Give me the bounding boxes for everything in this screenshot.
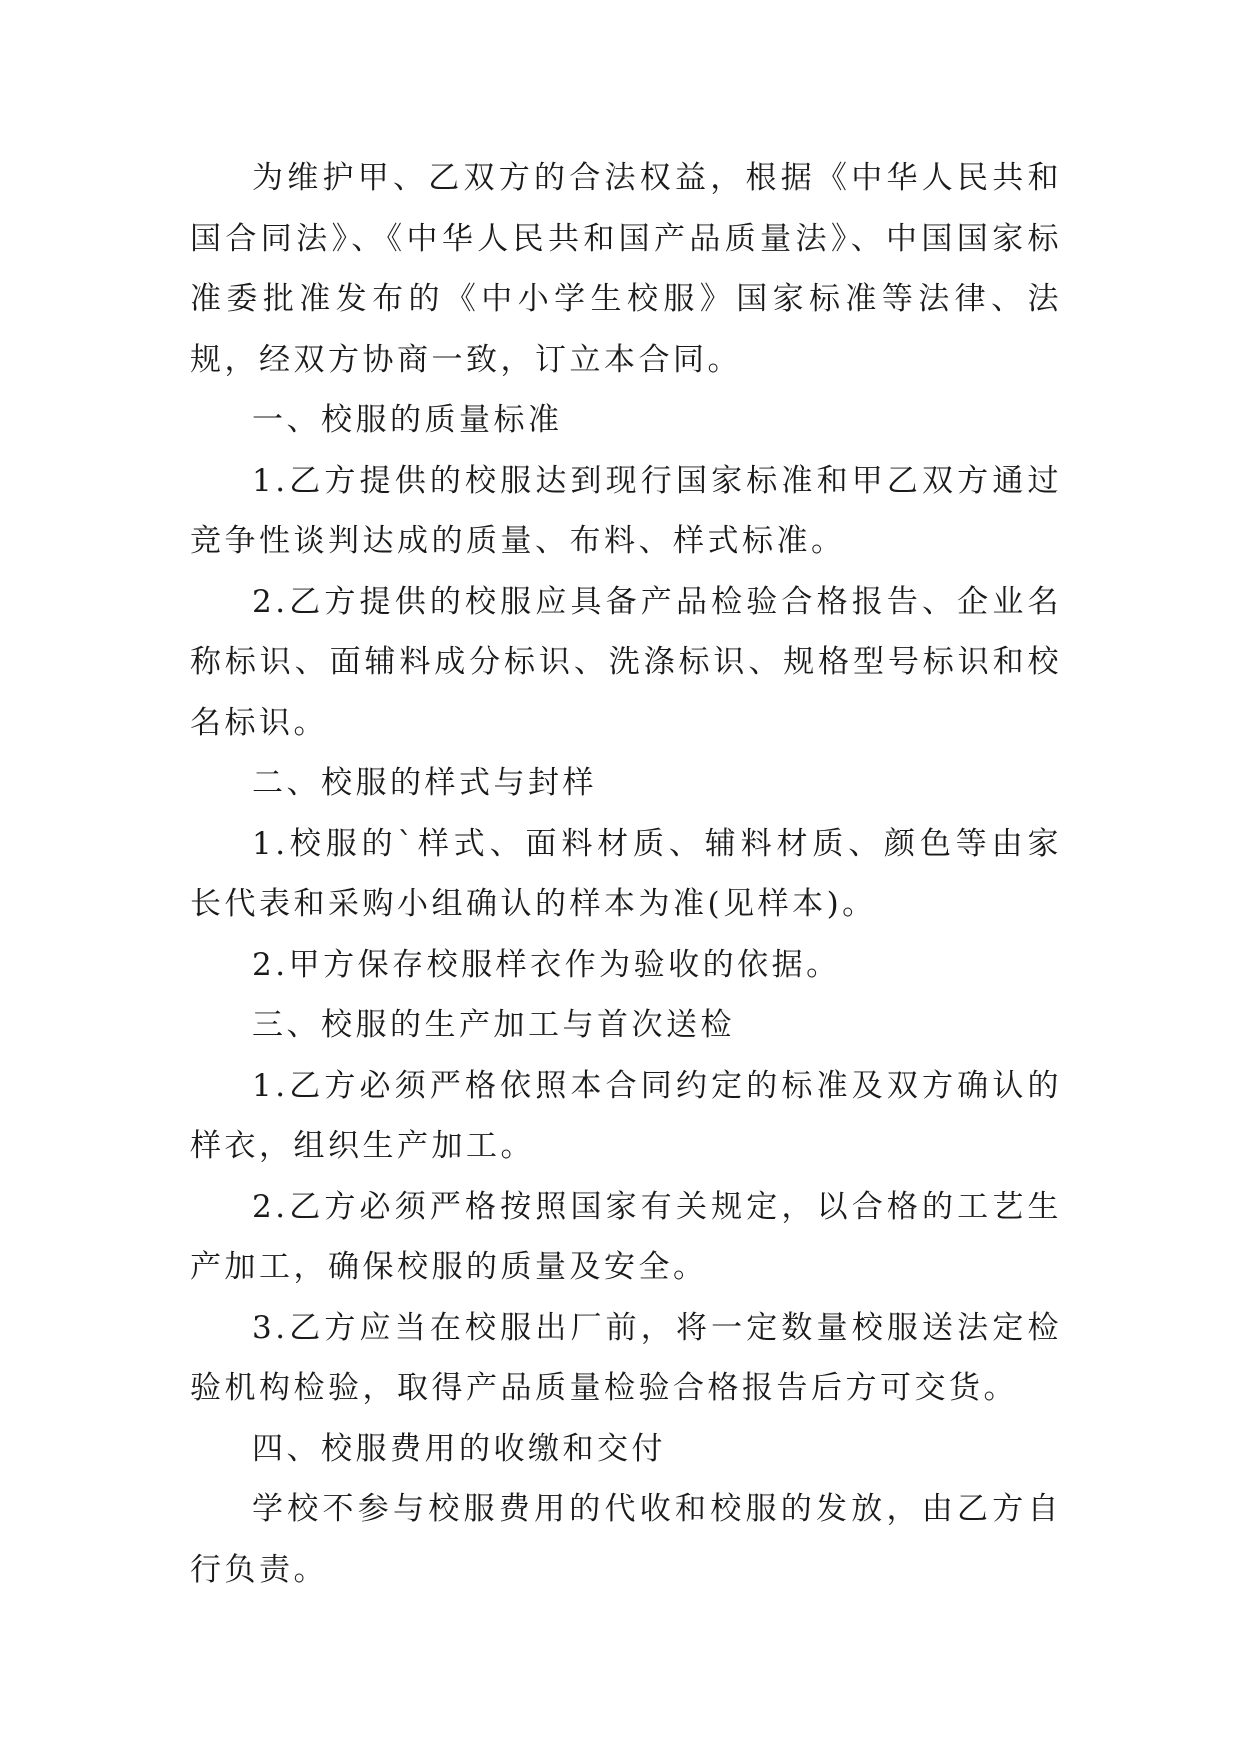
document-body	[190, 148, 1062, 1600]
section-heading-style-sealed-sample: 二、校服的样式与封样	[252, 765, 597, 801]
section-heading-fee-collection: 四、校服费用的收缴和交付	[252, 1430, 666, 1467]
intro-paragraph: 为维护甲、乙双方的合法权益，根据《中华人民共和国合同法》、《中华人民共和国产品质量法》、中国国家标准委批准发布的《中小学生校服》国家标准等法律、法规，经双方协商一致，订立本合同。	[190, 160, 1062, 378]
clause-paragraph: 3.乙方应当在校服出厂前，将一定数量校服送法定检验机构检验，取得产品质量检验合格报告后方可交货。	[190, 1309, 1062, 1406]
clause-paragraph: 2.乙方必须严格按照国家有关规定，以合格的工艺生产加工，确保校服的质量及安全。	[190, 1188, 1062, 1285]
clause-paragraph: 1.校服的`样式、面料材质、辅料材质、颜色等由家长代表和采购小组确认的样本为准(见样本)。	[190, 825, 1062, 922]
clause-paragraph: 1.乙方提供的校服达到现行国家标准和甲乙双方通过竞争性谈判达成的质量、布料、样式标准。	[190, 462, 1062, 559]
section-heading-quality-standard: 一、校服的质量标准	[252, 402, 563, 438]
clause-paragraph: 学校不参与校服费用的代收和校服的发放，由乙方自行负责。	[190, 1491, 1062, 1588]
clause-paragraph: 2.乙方提供的校服应具备产品检验合格报告、企业名称标识、面辅料成分标识、洗涤标识、规格型号标识和校名标识。	[190, 583, 1062, 741]
clause-paragraph: 1.乙方必须严格依照本合同约定的标准及双方确认的样衣，组织生产加工。	[190, 1067, 1062, 1164]
section-heading-production-inspection: 三、校服的生产加工与首次送检	[252, 1007, 735, 1043]
clause-paragraph: 2.甲方保存校服样衣作为验收的依据。	[252, 946, 841, 983]
